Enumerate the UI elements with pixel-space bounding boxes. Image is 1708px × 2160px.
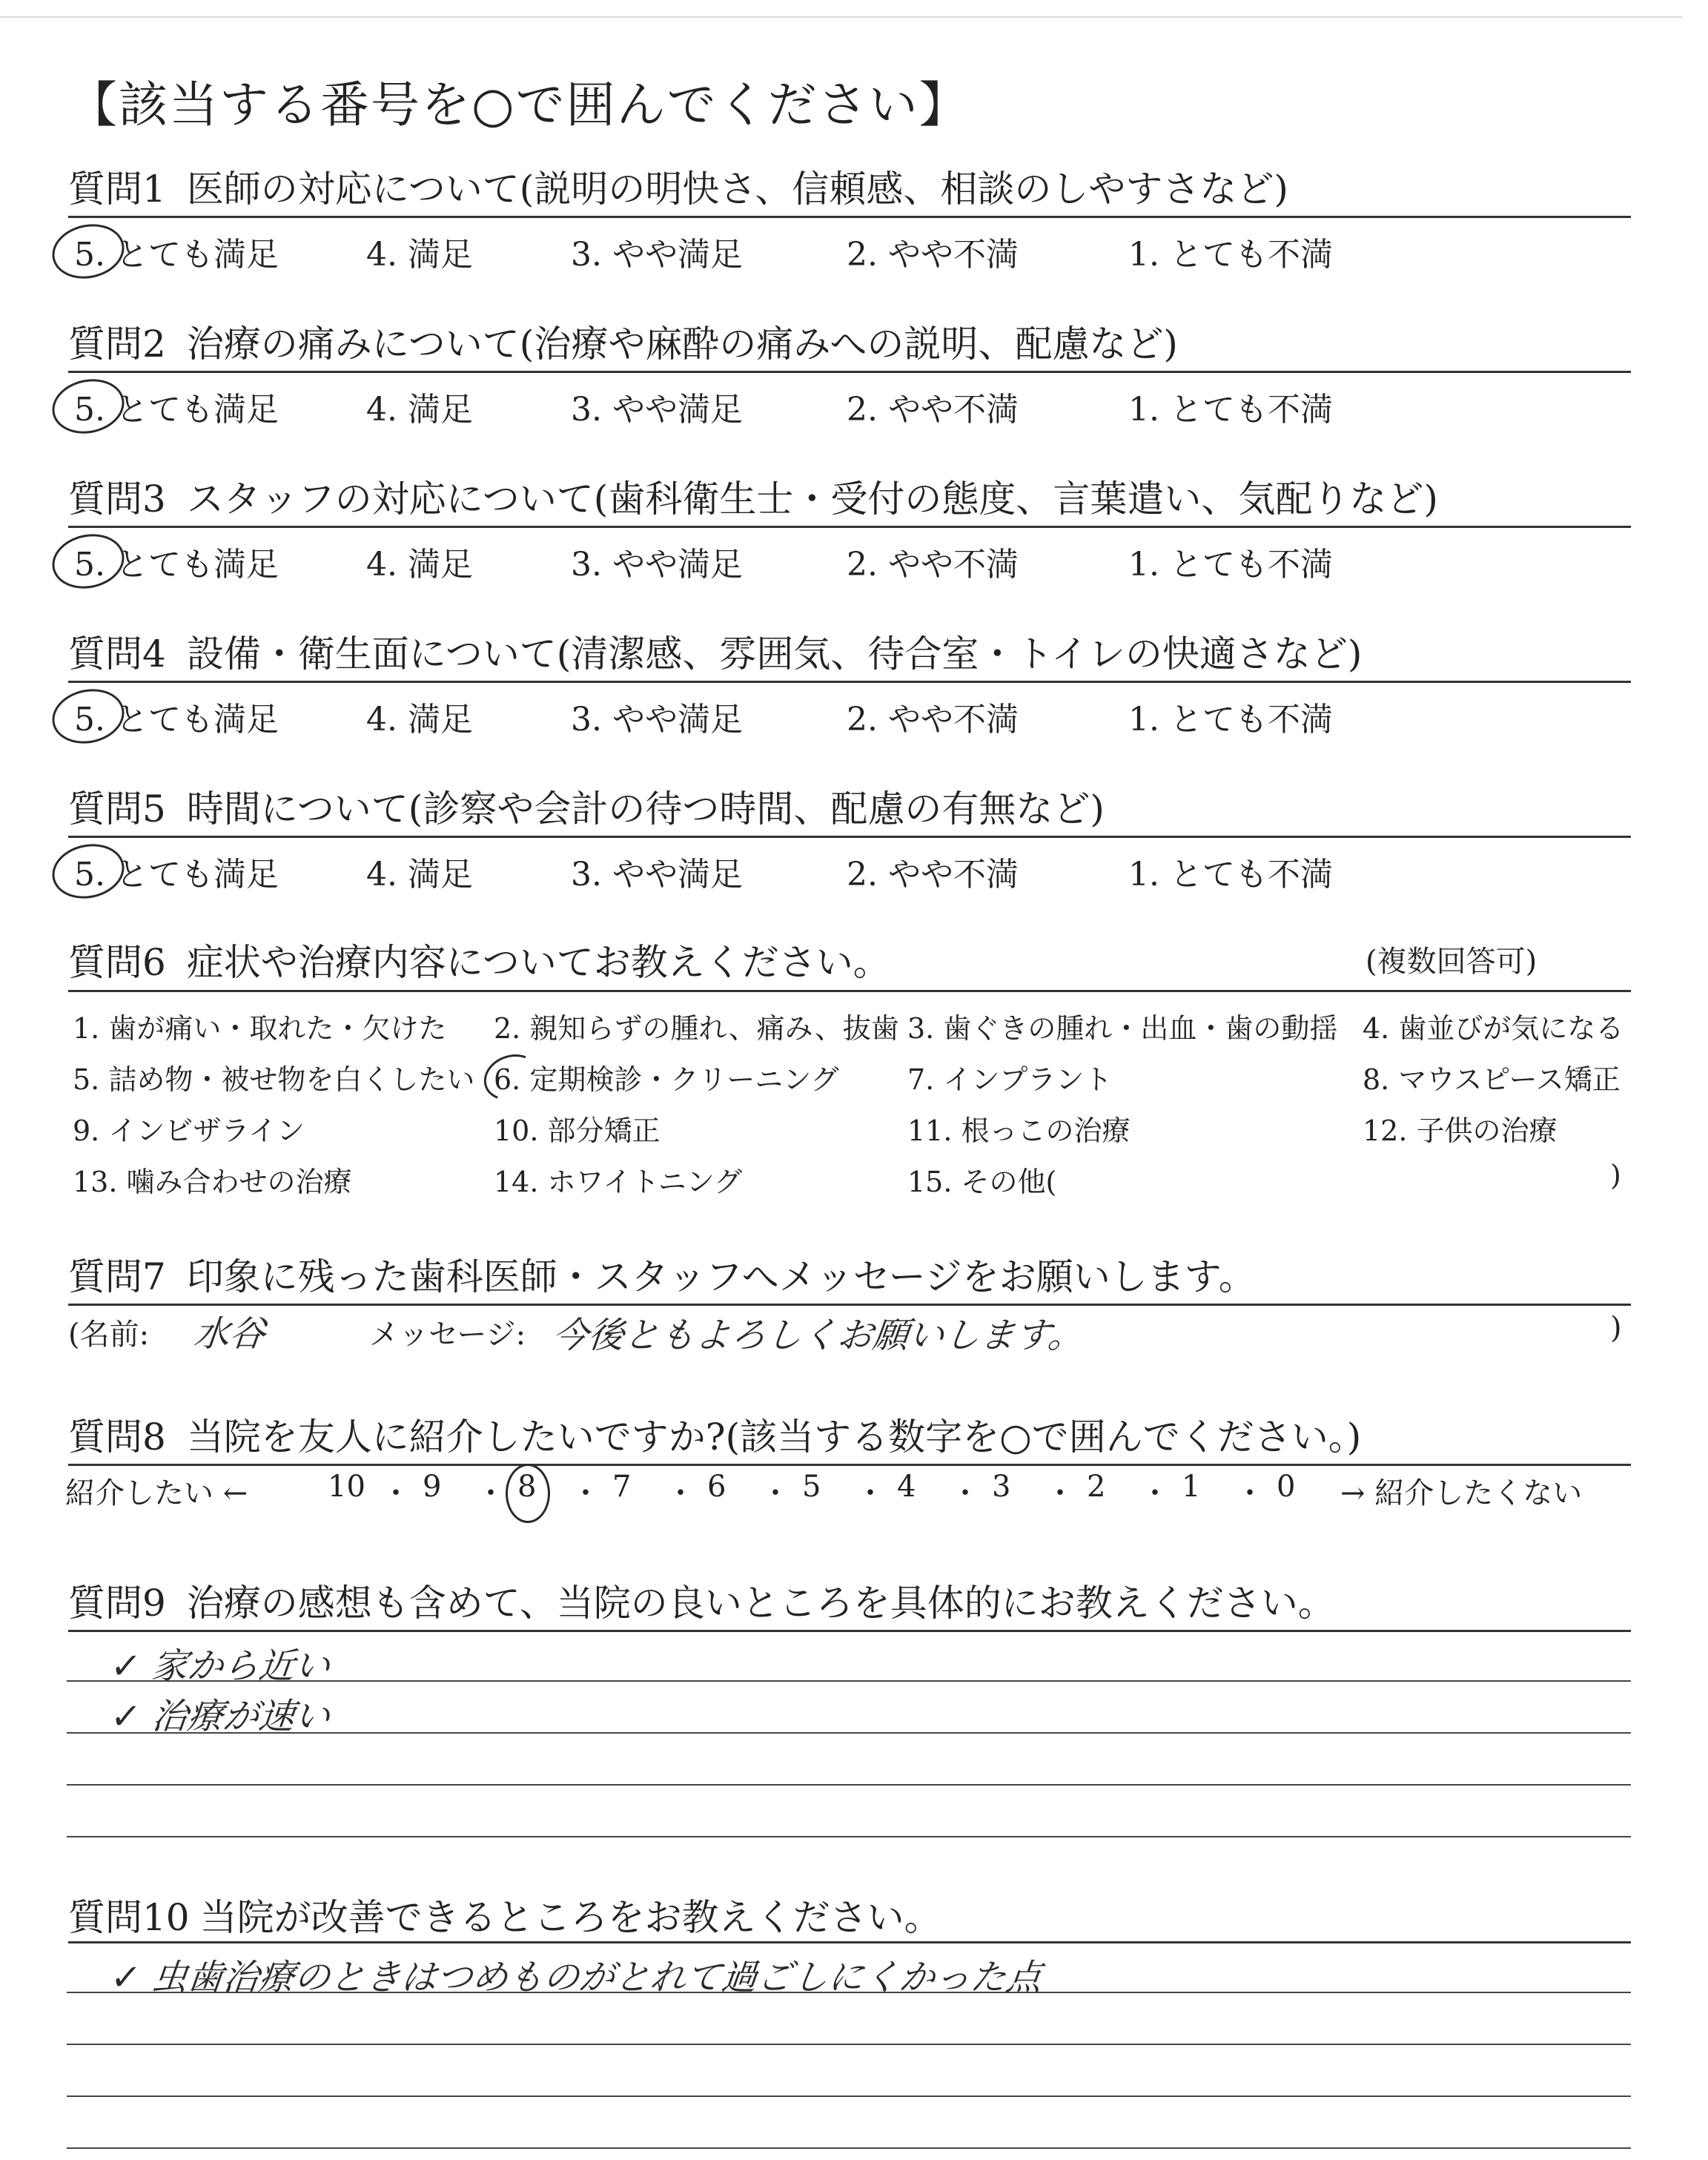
q1-option-4[interactable]: 4. 満足 (366, 236, 473, 274)
q1-option-1[interactable]: 1. とても不満 (1128, 236, 1333, 274)
q8-scale-separator: ・ (950, 1476, 980, 1510)
q3-option-2[interactable]: 2. やや不満 (847, 546, 1019, 584)
q8-selection-circle (506, 1464, 550, 1523)
q4-heading (68, 624, 1362, 678)
q8-scale-separator: ・ (761, 1476, 790, 1510)
q6-option-4[interactable]: 4. 歯並びが気になる (1363, 1012, 1624, 1045)
q9-rule (68, 1630, 1631, 1632)
q6-option-6[interactable]: 6. 定期検診・クリーニング (494, 1063, 839, 1096)
q4-option-4[interactable]: 4. 満足 (366, 701, 473, 739)
q6-option-7[interactable]: 7. インプラント (907, 1063, 1113, 1096)
q6-option-14[interactable]: 14. ホワイトニング (494, 1166, 743, 1198)
q5-heading (68, 779, 1105, 833)
q8-scale-4[interactable]: 4 (897, 1470, 916, 1504)
q9-answer-2: ✓ 治療が速い (108, 1696, 332, 1737)
q5-option-5[interactable]: 5. とても満足 (74, 856, 279, 894)
q9-answer-line (67, 1784, 1631, 1786)
q10-answer-line (67, 2044, 1631, 2045)
q2-label: 質問2 (68, 323, 166, 366)
q8-scale-separator: ・ (381, 1476, 411, 1510)
q7-message-value: 今後ともよろしくお願いします。 (550, 1315, 1086, 1356)
q10-label: 質問10 (68, 1896, 190, 1939)
q6-option-15[interactable]: 15. その他( (907, 1166, 1057, 1198)
q5-option-1[interactable]: 1. とても不満 (1128, 856, 1333, 894)
q3-label: 質問3 (68, 478, 166, 521)
q5-text: 時間について(診察や会計の待つ時間、配慮の有無など) (186, 787, 1105, 830)
q1-rule (68, 216, 1631, 218)
q10-answer-line (67, 2147, 1631, 2149)
q6-option-13[interactable]: 13. 噛み合わせの治療 (73, 1166, 352, 1198)
q9-answer-line (67, 1836, 1631, 1837)
q8-scale-separator: ・ (855, 1476, 885, 1510)
q7-name-label: (名前: (68, 1318, 150, 1352)
q7-name-value: 水谷 (191, 1313, 268, 1355)
q6-option-10[interactable]: 10. 部分矯正 (494, 1114, 661, 1147)
q9-label: 質問9 (68, 1582, 166, 1625)
q6-option-12[interactable]: 12. 子供の治療 (1363, 1114, 1558, 1147)
q6-option-8[interactable]: 8. マウスピース矯正 (1363, 1063, 1621, 1096)
q6-option-9[interactable]: 9. インビザライン (73, 1114, 305, 1147)
q9-text: 治療の感想も含めて、当院の良いところを具体的にお教えください。 (186, 1582, 1335, 1625)
q7-label: 質問7 (68, 1255, 166, 1298)
q3-option-5[interactable]: 5. とても満足 (74, 546, 279, 584)
q5-option-2[interactable]: 2. やや不満 (847, 856, 1019, 894)
q1-option-3[interactable]: 3. やや満足 (571, 236, 743, 274)
q10-rule (68, 1941, 1631, 1943)
q10-text: 当院が改善できるところをお教えください。 (199, 1896, 941, 1939)
q8-scale-6[interactable]: 6 (707, 1470, 726, 1504)
q7-heading (68, 1247, 1256, 1301)
scan-edge (0, 16, 1683, 18)
q1-option-5[interactable]: 5. とても満足 (74, 236, 279, 274)
q4-text: 設備・衛生面について(清潔感、雰囲気、待合室・トイレの快適さなど) (186, 633, 1363, 676)
q7-message-label: メッセージ: (369, 1318, 526, 1352)
q8-scale-9[interactable]: 9 (423, 1470, 442, 1504)
q8-scale-3[interactable]: 3 (992, 1470, 1011, 1504)
q3-heading (68, 469, 1438, 523)
q10-answer-line (67, 2095, 1631, 2097)
q8-label: 質問8 (68, 1416, 166, 1459)
q8-text: 当院を友人に紹介したいですか?(該当する数字を○で囲んでください。) (186, 1416, 1362, 1459)
q8-scale-7[interactable]: 7 (612, 1470, 632, 1504)
q2-option-3[interactable]: 3. やや満足 (571, 391, 743, 429)
q3-option-3[interactable]: 3. やや満足 (571, 546, 743, 584)
q8-scale-separator: ・ (1235, 1476, 1265, 1510)
q6-label: 質問6 (68, 941, 166, 984)
q8-heading (68, 1407, 1361, 1461)
q6-note: (複数回答可) (1366, 945, 1537, 979)
q10-heading (68, 1888, 941, 1941)
q8-scale-1[interactable]: 1 (1182, 1470, 1201, 1504)
q4-rule (68, 681, 1631, 683)
q6-option-1[interactable]: 1. 歯が痛い・取れた・欠けた (73, 1012, 447, 1045)
q5-label: 質問5 (68, 787, 166, 830)
q6-text: 症状や治療内容についてお教えください。 (186, 941, 890, 984)
q8-scale-10[interactable]: 10 (328, 1470, 365, 1504)
q8-left-label: 紹介したい ← (65, 1476, 248, 1510)
q6-option-11[interactable]: 11. 根っこの治療 (907, 1114, 1131, 1147)
q8-scale-2[interactable]: 2 (1087, 1470, 1106, 1504)
q4-label: 質問4 (68, 633, 166, 676)
q2-option-4[interactable]: 4. 満足 (366, 391, 473, 429)
q8-scale-0[interactable]: 0 (1277, 1470, 1296, 1504)
q8-scale-separator: ・ (476, 1476, 506, 1510)
q3-text: スタッフの対応について(歯科衛生士・受付の態度、言葉遣い、気配りなど) (186, 478, 1438, 521)
q4-option-2[interactable]: 2. やや不満 (847, 701, 1019, 739)
q8-scale-5[interactable]: 5 (802, 1470, 821, 1504)
q4-option-5[interactable]: 5. とても満足 (74, 701, 279, 739)
q6-heading (68, 933, 890, 986)
q6-option-2[interactable]: 2. 親知らずの腫れ、痛み、抜歯 (494, 1012, 899, 1045)
q9-answer-1: ✓ 家から近い (108, 1645, 332, 1687)
q5-option-4[interactable]: 4. 満足 (366, 856, 473, 894)
q9-heading (68, 1573, 1335, 1627)
q3-option-4[interactable]: 4. 満足 (366, 546, 473, 584)
q8-scale-separator: ・ (1140, 1476, 1170, 1510)
q8-right-label: → 紹介したくない (1340, 1476, 1583, 1510)
q4-option-3[interactable]: 3. やや満足 (571, 701, 743, 739)
q2-text: 治療の痛みについて(治療や麻酔の痛みへの説明、配慮など) (186, 323, 1178, 366)
q1-option-2[interactable]: 2. やや不満 (847, 236, 1019, 274)
q2-rule (68, 371, 1631, 373)
q2-option-1[interactable]: 1. とても不満 (1128, 391, 1333, 429)
q7-close-paren: ) (1610, 1311, 1622, 1345)
q3-option-1[interactable]: 1. とても不満 (1128, 546, 1333, 584)
page-title: 【該当する番号を○で囲んでください】 (68, 76, 970, 133)
q8-rule (68, 1464, 1631, 1466)
q1-heading (68, 159, 1288, 213)
q5-option-3[interactable]: 3. やや満足 (571, 856, 743, 894)
q1-label: 質問1 (68, 168, 166, 211)
q7-text: 印象に残った歯科医師・スタッフへメッセージをお願いします。 (186, 1255, 1256, 1298)
q1-text: 医師の対応について(説明の明快さ、信頼感、相談のしやすさなど) (186, 168, 1288, 211)
q10-answer-1: ✓ 虫歯治療のときはつめものがとれて過ごしにくかった点 (108, 1957, 1044, 1998)
q4-option-1[interactable]: 1. とても不満 (1128, 701, 1333, 739)
q6-option-5[interactable]: 5. 詰め物・被せ物を白くしたい (73, 1063, 475, 1096)
q2-heading (68, 314, 1178, 368)
q8-scale-separator: ・ (666, 1476, 695, 1510)
q2-option-5[interactable]: 5. とても満足 (74, 391, 279, 429)
q2-option-2[interactable]: 2. やや不満 (847, 391, 1019, 429)
q3-rule (68, 526, 1631, 528)
q8-scale-separator: ・ (1045, 1476, 1075, 1510)
q8-scale-separator: ・ (571, 1476, 600, 1510)
q5-rule (68, 836, 1631, 838)
q6-rule (68, 990, 1631, 992)
q7-rule (68, 1304, 1631, 1306)
q6-other-close-paren: ) (1610, 1159, 1621, 1192)
q6-option-3[interactable]: 3. 歯ぐきの腫れ・出血・歯の動揺 (907, 1012, 1338, 1045)
q8-scale-8[interactable]: 8 (517, 1470, 537, 1504)
